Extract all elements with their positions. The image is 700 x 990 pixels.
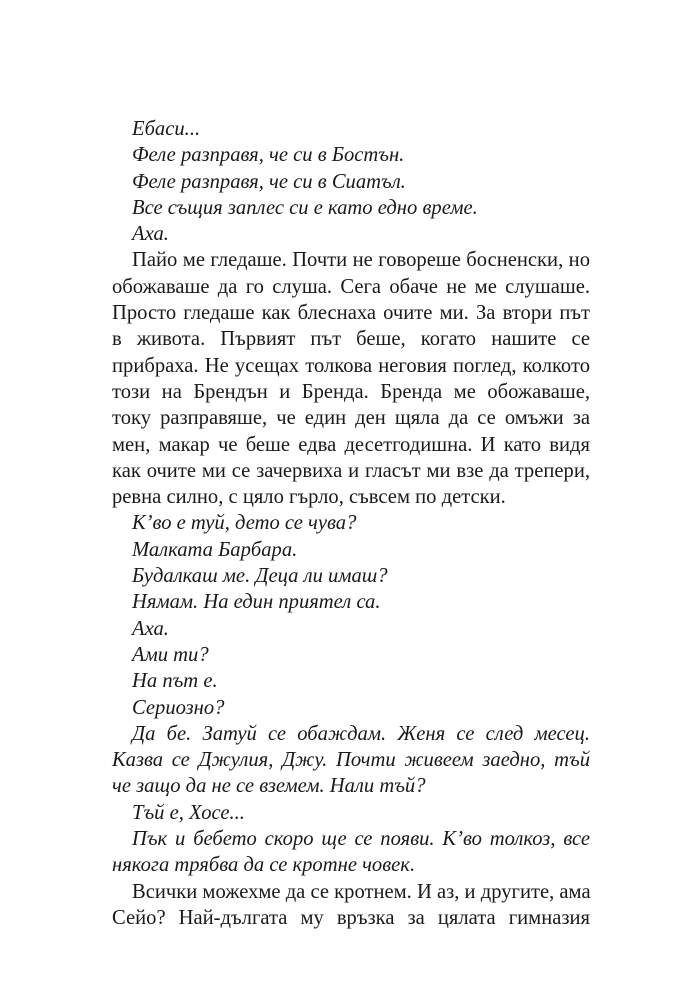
text-line: в живота. Първият път беше, когато нашите се xyxy=(112,328,590,351)
text-line: ревна силно, с цяло гърло, съвсем по детски. xyxy=(112,486,506,509)
dialogue-line: Казва се Джулия, Джу. Почти живеем заедно, тъй xyxy=(112,749,590,772)
dialogue-line: Нямам. На един приятел са. xyxy=(132,591,381,614)
dialogue-line: Все същия заплес си е като едно време. xyxy=(132,196,478,219)
dialogue-line: Ами ти? xyxy=(132,643,209,666)
dialogue-line: Аха. xyxy=(132,617,169,640)
dialogue-line: Феле разправя, че си в Бостън. xyxy=(132,144,405,167)
text-line: Сейо? Най-дългата му връзка за цялата гимназия xyxy=(112,906,590,929)
text-line: прибраха. Не усещах толкова неговия поглед, колкото xyxy=(112,354,590,377)
dialogue-line: Аха. xyxy=(132,223,169,246)
dialogue-line: Да бе. Затуй се обаждам. Женя се след месец. xyxy=(132,722,590,745)
dialogue-line: някога трябва да се кротне човек. xyxy=(112,854,416,877)
page-text xyxy=(112,116,590,931)
dialogue-line: Будалкаш ме. Деца ли имаш? xyxy=(132,565,388,588)
text-line: току разправяше, че един ден щяла да се омъжи за xyxy=(112,407,590,430)
text-line: обожаваше да го слуша. Сега обаче не ме слушаше. xyxy=(112,275,590,298)
text-line: Всички можехме да се кротнем. И аз, и другите, ама xyxy=(132,880,591,903)
text-line: мен, макар че беше едва десетгодишна. И като видя xyxy=(112,433,590,456)
text-line: как очите ми се зачервиха и гласът ми взе да трепери, xyxy=(112,459,590,482)
dialogue-line: Пък и бебето скоро ще се появи. К’во толкоз, все xyxy=(132,828,590,851)
text-line: този на Брендън и Бренда. Бренда ме обожаваше, xyxy=(112,380,590,403)
dialogue-line: Ебаси... xyxy=(132,118,201,140)
dialogue-line: че защо да не се вземем. Нали тъй? xyxy=(112,775,426,798)
dialogue-line: Тъй е, Хосе... xyxy=(132,801,245,824)
text-line: Просто гледаше как блеснаха очите ми. За втори път xyxy=(112,302,590,325)
dialogue-line: Феле разправя, че си в Сиатъл. xyxy=(132,170,406,193)
dialogue-line: Сериозно? xyxy=(132,696,225,719)
dialogue-line: Малката Барбара. xyxy=(132,538,298,561)
text-line: Пайо ме гледаше. Почти не говореше босненски, но xyxy=(132,249,590,272)
dialogue-line: На път е. xyxy=(132,670,218,693)
dialogue-line: К’во е туй, дето се чува? xyxy=(132,512,357,535)
